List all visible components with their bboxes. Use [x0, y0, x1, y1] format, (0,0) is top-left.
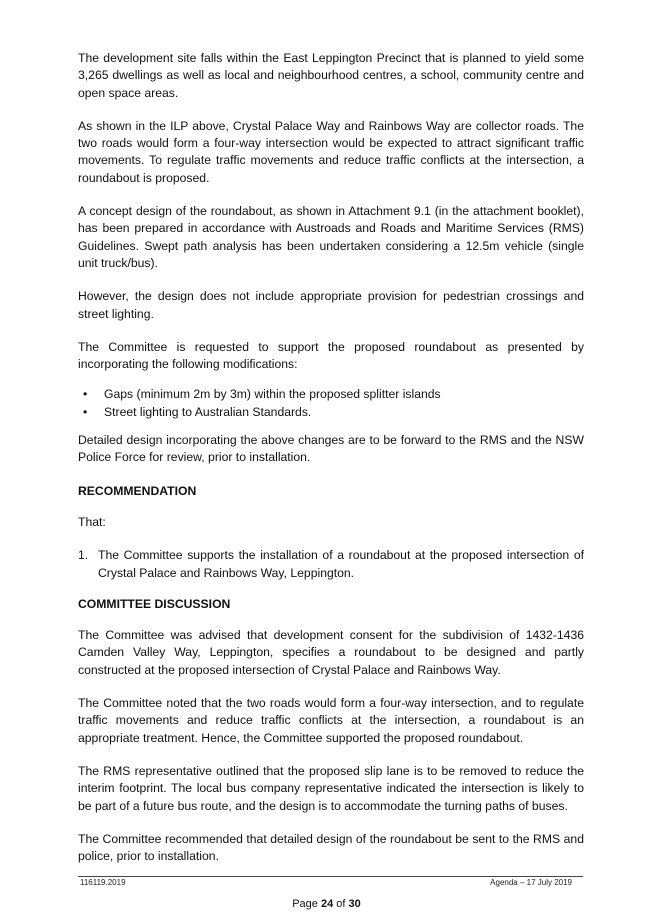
- modifications-list: [78, 386, 584, 421]
- page-total: 30: [348, 898, 361, 910]
- recommendation-number: 1.: [78, 548, 89, 563]
- page-prefix: Page: [292, 898, 321, 910]
- paragraph-provision: However, the design does not include appropriate provision for pedestrian crossings and street lighting.: [78, 289, 584, 321]
- footer-agenda-date: Agenda – 17 July 2019: [490, 878, 572, 887]
- paragraph-committee-request: The Committee is requested to support the proposed roundabout as presented by incorporating the following modifications:: [78, 339, 584, 372]
- list-item-text: Gaps (minimum 2m by 3m) within the proposed splitter islands: [104, 387, 441, 402]
- discussion-paragraph: The Committee recommended that detailed design of the roundabout be sent to the RMS and police, prior to installation.: [78, 831, 584, 864]
- recommendation-heading: RECOMMENDATION: [78, 483, 197, 498]
- page-body: [78, 50, 584, 881]
- page-current: 24: [320, 898, 334, 910]
- footer-divider: [78, 876, 583, 877]
- list-item: [78, 404, 584, 421]
- recommendation-intro: That:: [78, 514, 106, 529]
- recommendation-text: The Committee supports the installation of a roundabout at the proposed intersection of Crystal Palace and Rainbows Way, Leppington.: [98, 548, 584, 580]
- discussion-paragraph: The Committee was advised that development consent for the subdivision of 1432-1436 Camden Valley Way, Leppington, specifies a roundabout to be designed and partly constructed at the proposed intersection of Crystal Palace and Rainbows Way.: [78, 628, 584, 677]
- page-mid: of: [333, 898, 349, 910]
- paragraph-collector-roads: As shown in the ILP above, Crystal Palace Way and Rainbows Way are collector roads. The two roads would form a four-way intersection would be expected to attract significant traffic movements. To regulate traffic movements and reduce traffic conflicts at the intersection, a roundabout is proposed.: [78, 118, 584, 185]
- bullet-icon: •: [83, 404, 88, 419]
- bullet-icon: •: [83, 387, 88, 402]
- discussion-paragraph: The Committee noted that the two roads would form a four-way intersection, and to regulate traffic movements and reduce traffic conflicts at the intersection, a roundabout is an appropriate treatment. Hence, the Committee supported the proposed roundabout.: [78, 696, 584, 745]
- paragraph-concept-design: A concept design of the roundabout, as shown in Attachment 9.1 (in the attachment booklet), has been prepared in accordance with Austroads and Roads and Maritime Services (RMS) Guidelines. Swept path analysis has been undertaken considering a 12.5m vehicle (single unit truck/bus).: [78, 204, 584, 270]
- paragraph-precinct: The development site falls within the East Leppington Precinct that is planned to yield some 3,265 dwellings as well as local and neighbourhood centres, a school, community centre and open space areas.: [78, 51, 584, 100]
- paragraph-detailed-design: Detailed design incorporating the above changes are to be forward to the RMS and the NSW Police Force for review, prior to installation.: [78, 433, 584, 465]
- page-number: [0, 898, 653, 911]
- recommendation-list: [78, 547, 584, 582]
- recommendation-item: [78, 547, 584, 582]
- list-item: [78, 386, 584, 403]
- footer-reference: 116119.2019: [80, 878, 126, 887]
- discussion-heading: COMMITTEE DISCUSSION: [78, 596, 231, 611]
- list-item-text: Street lighting to Australian Standards.: [104, 404, 312, 419]
- discussion-paragraph: The RMS representative outlined that the proposed slip lane is to be removed to reduce the interim footprint. The local bus company representative indicated the intersection is likely to be part of a future bus route, and the design is to accommodate the turning paths of buses.: [78, 763, 584, 813]
